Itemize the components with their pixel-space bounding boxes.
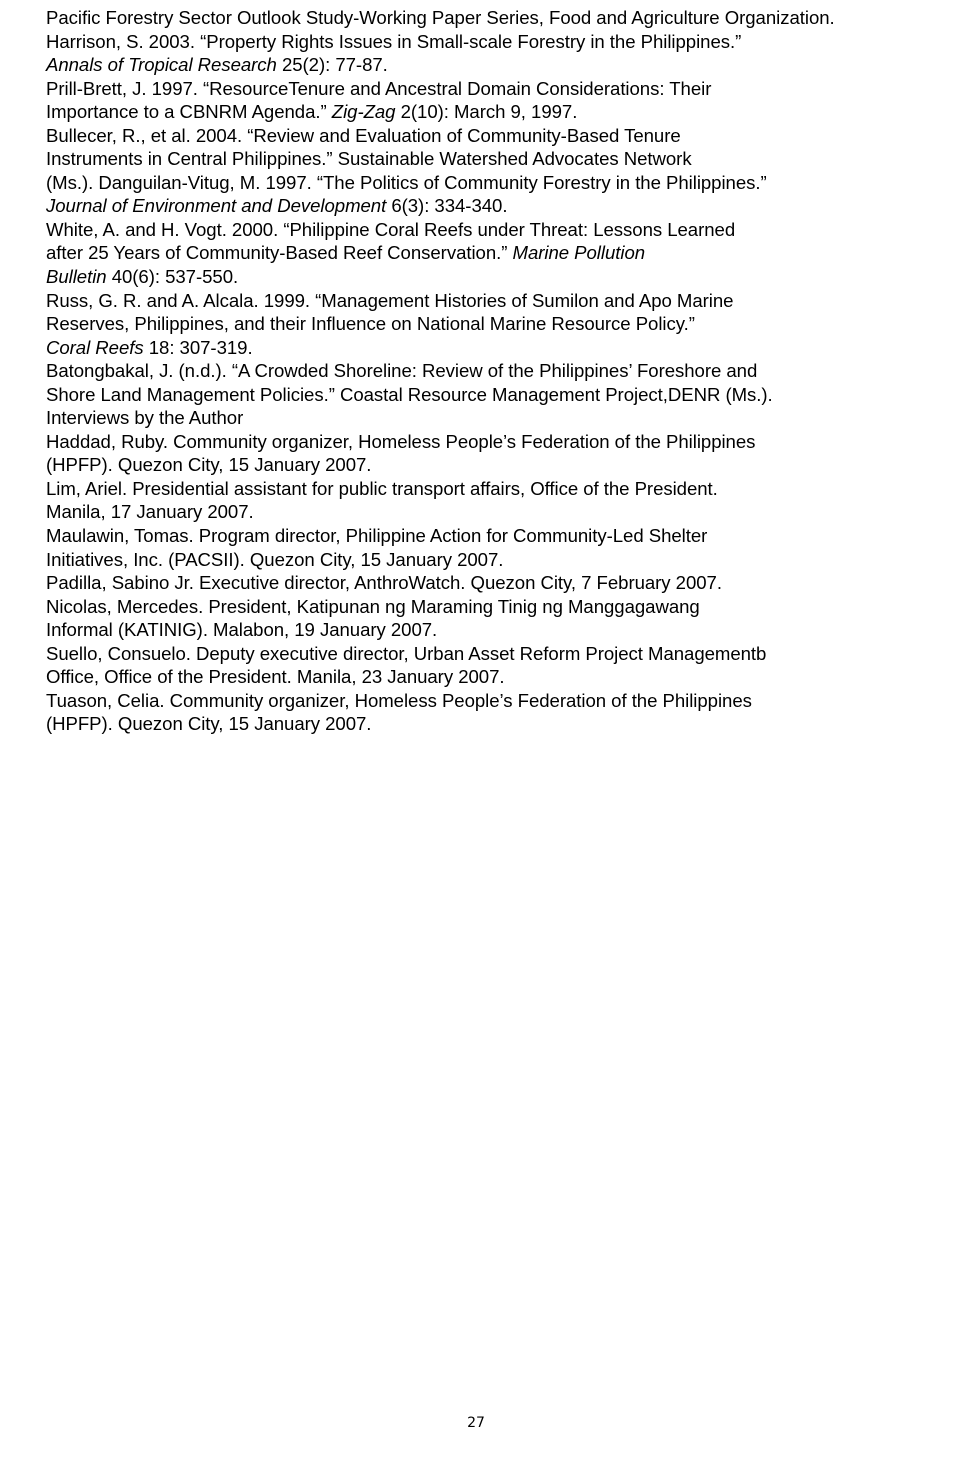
reference-line [46, 524, 946, 548]
italic-text: Zig-Zag [331, 101, 396, 123]
reference-line [46, 100, 946, 124]
reference-line [46, 6, 946, 30]
italic-text: Coral Reefs [46, 336, 144, 358]
text-run: Office, Office of the President. Manila, 23 January 2007. [46, 666, 505, 688]
text-run: Informal (KATINIG). Malabon, 19 January 2007. [46, 619, 438, 641]
reference-line [46, 618, 946, 642]
text-run: Pacific Forestry Sector Outlook Study-Working Paper Series, Food and Agriculture Organization. [46, 7, 835, 28]
text-run: (HPFP). Quezon City, 15 January 2007. [46, 454, 372, 476]
text-run: Shore Land Management Policies.” Coastal Resource Management Project,DENR (Ms.). [46, 383, 773, 405]
text-run: Reserves, Philippines, and their Influence on National Marine Resource Policy.” [46, 313, 695, 335]
text-run: Suello, Consuelo. Deputy executive director, Urban Asset Reform Project Managementb [46, 642, 767, 664]
reference-line [46, 406, 946, 430]
reference-line [46, 218, 946, 242]
text-run: Importance to a CBNRM Agenda.” [46, 101, 332, 123]
text-run: 6(3): 334-340. [386, 195, 508, 217]
italic-text: Journal of Environment and Development [46, 195, 387, 217]
reference-line [46, 548, 946, 572]
reference-line [46, 147, 946, 171]
reference-line [46, 289, 946, 313]
reference-line [46, 642, 946, 666]
reference-line [46, 77, 946, 101]
text-run: Harrison, S. 2003. “Property Rights Issues in Small-scale Forestry in the Philippines.” [46, 30, 742, 52]
text-run: 18: 307-319. [143, 336, 253, 358]
reference-line [46, 312, 946, 336]
text-run: Padilla, Sabino Jr. Executive director, AnthroWatch. Quezon City, 7 February 2007. [46, 572, 722, 594]
text-run: Initiatives, Inc. (PACSII). Quezon City, 15 January 2007. [46, 548, 504, 570]
reference-line [46, 359, 946, 383]
text-run: White, A. and H. Vogt. 2000. “Philippine Coral Reefs under Threat: Lessons Learned [46, 218, 736, 240]
text-run: Maulawin, Tomas. Program director, Philippine Action for Community-Led Shelter [46, 525, 708, 547]
italic-text: Annals of Tropical Research [46, 54, 277, 76]
reference-line [46, 453, 946, 477]
reference-line [46, 124, 946, 148]
reference-line [46, 241, 946, 265]
text-run: (Ms.). Danguilan-Vitug, M. 1997. “The Politics of Community Forestry in the Philippines.” [46, 171, 767, 193]
reference-line [46, 383, 946, 407]
italic-text: Bulletin [46, 266, 107, 288]
reference-line [46, 265, 946, 289]
reference-line [46, 571, 946, 595]
text-run: Nicolas, Mercedes. President, Katipunan ng Maraming Tinig ng Manggagawang [46, 595, 700, 617]
references-list [46, 6, 946, 736]
text-run: Lim, Ariel. Presidential assistant for public transport affairs, Office of the President. [46, 477, 718, 499]
text-run: Interviews by the Author [46, 407, 244, 429]
reference-line [46, 500, 946, 524]
reference-line [46, 336, 946, 360]
page-number: 27 [467, 1415, 485, 1431]
reference-line [46, 194, 946, 218]
text-run: Tuason, Celia. Community organizer, Homeless People’s Federation of the Philippines [46, 689, 752, 711]
reference-line [46, 171, 946, 195]
reference-line [46, 53, 946, 77]
text-run: after 25 Years of Community-Based Reef Conservation.” [46, 242, 513, 264]
text-run: 25(2): 77-87. [276, 54, 388, 76]
text-run: Russ, G. R. and A. Alcala. 1999. “Management Histories of Sumilon and Apo Marine [46, 289, 734, 311]
text-run: 40(6): 537-550. [106, 266, 239, 288]
reference-line [46, 689, 946, 713]
text-run: Prill-Brett, J. 1997. “ResourceTenure and Ancestral Domain Considerations: Their [46, 77, 712, 99]
text-run: Manila, 17 January 2007. [46, 501, 254, 523]
reference-line [46, 430, 946, 454]
reference-line [46, 595, 946, 619]
reference-line [46, 712, 946, 736]
text-run: Bullecer, R., et al. 2004. “Review and Evaluation of Community-Based Tenure [46, 124, 681, 146]
italic-text: Marine Pollution [512, 242, 646, 264]
reference-line [46, 30, 946, 54]
reference-line [46, 665, 946, 689]
text-run: Instruments in Central Philippines.” Sustainable Watershed Advocates Network [46, 148, 692, 170]
text-run: Haddad, Ruby. Community organizer, Homeless People’s Federation of the Philippines [46, 430, 756, 452]
text-run: 2(10): March 9, 1997. [395, 101, 578, 123]
text-run: (HPFP). Quezon City, 15 January 2007. [46, 713, 372, 735]
text-run: Batongbakal, J. (n.d.). “A Crowded Shoreline: Review of the Philippines’ Foreshore and [46, 360, 758, 382]
reference-line [46, 477, 946, 501]
